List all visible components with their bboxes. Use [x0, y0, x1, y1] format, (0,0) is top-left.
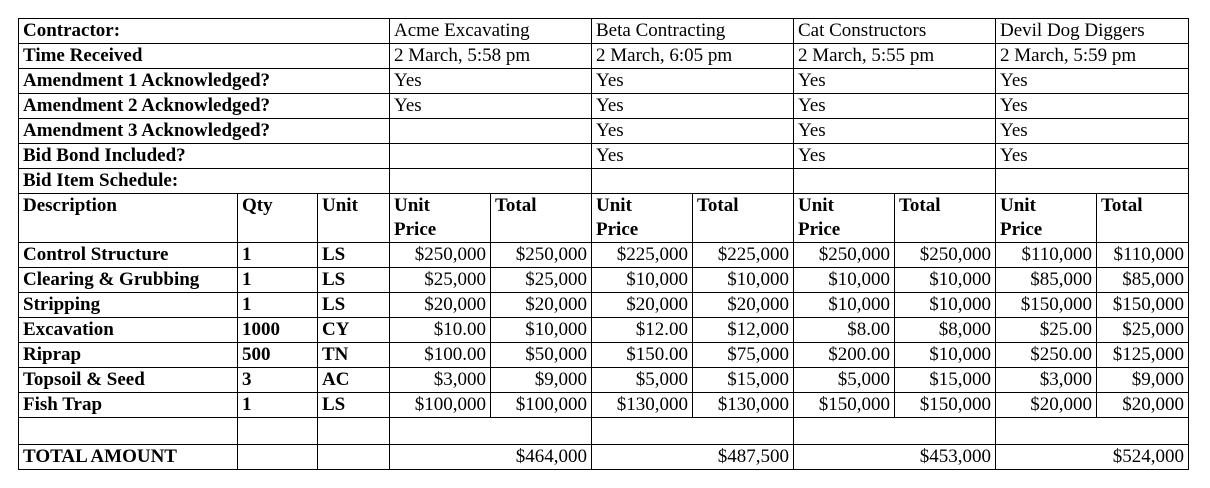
contractor-amend2: Yes: [390, 94, 592, 119]
grand-total: $453,000: [794, 445, 996, 470]
empty-cell: [318, 445, 390, 470]
item-total: $85,000: [1097, 268, 1189, 293]
item-qty: 1000: [238, 318, 318, 343]
contractor-bond: Yes: [794, 144, 996, 169]
unit-price: $225,000: [592, 243, 693, 268]
item-total: $125,000: [1097, 343, 1189, 368]
cell-line: Price: [596, 219, 639, 240]
contractor-amend1: Yes: [390, 69, 592, 94]
item-unit: AC: [318, 368, 390, 393]
unit-price: $100,000: [390, 393, 491, 418]
table-row: [19, 243, 1189, 268]
contractor-bond: Yes: [592, 144, 794, 169]
item-total: $9,000: [1097, 368, 1189, 393]
item-total: $100,000: [491, 393, 592, 418]
item-description: Control Structure: [19, 243, 238, 268]
item-total: $20,000: [1097, 393, 1189, 418]
empty-cell: [592, 169, 794, 194]
amendment-3-row: [19, 119, 1189, 144]
contractor-time: 2 March, 5:55 pm: [794, 44, 996, 69]
contractor-row: [19, 19, 1189, 44]
empty-cell: [390, 418, 592, 445]
item-total: $110,000: [1097, 243, 1189, 268]
item-qty: 1: [238, 268, 318, 293]
table-row: [19, 343, 1189, 368]
empty-cell: [996, 169, 1189, 194]
contractor-amend3: Yes: [794, 119, 996, 144]
header-description: Description: [19, 194, 238, 243]
unit-price: $12.00: [592, 318, 693, 343]
contractor-amend3: Yes: [592, 119, 794, 144]
unit-price: $20,000: [592, 293, 693, 318]
item-total: $150,000: [1097, 293, 1189, 318]
item-unit: LS: [318, 243, 390, 268]
contractor-name: Beta Contracting: [592, 19, 794, 44]
unit-price: $10,000: [794, 293, 895, 318]
item-total: $20,000: [693, 293, 794, 318]
item-total: $130,000: [693, 393, 794, 418]
contractor-amend2: Yes: [794, 94, 996, 119]
row-label: Bid Bond Included?: [19, 144, 390, 169]
header-total: Total: [693, 194, 794, 243]
unit-price: $250,000: [794, 243, 895, 268]
item-qty: 500: [238, 343, 318, 368]
empty-cell: [390, 169, 592, 194]
total-amount-row: [19, 445, 1189, 470]
contractor-name: Acme Excavating: [390, 19, 592, 44]
unit-price: $150,000: [794, 393, 895, 418]
unit-price: $85,000: [996, 268, 1097, 293]
bid-bond-row: [19, 144, 1189, 169]
cell-line: Price: [1000, 219, 1043, 240]
grand-total: $464,000: [390, 445, 592, 470]
item-total: $9,000: [491, 368, 592, 393]
empty-cell: [794, 169, 996, 194]
item-description: Stripping: [19, 293, 238, 318]
item-description: Fish Trap: [19, 393, 238, 418]
item-description: Excavation: [19, 318, 238, 343]
row-label: Time Received: [19, 44, 390, 69]
item-unit: TN: [318, 343, 390, 368]
contractor-time: 2 March, 5:59 pm: [996, 44, 1189, 69]
header-total: Total: [491, 194, 592, 243]
item-total: $250,000: [491, 243, 592, 268]
unit-price: $150.00: [592, 343, 693, 368]
table-row: [19, 368, 1189, 393]
contractor-amend1: Yes: [794, 69, 996, 94]
table-row: [19, 293, 1189, 318]
unit-price: $25.00: [996, 318, 1097, 343]
item-total: $15,000: [895, 368, 996, 393]
row-label: Amendment 1 Acknowledged?: [19, 69, 390, 94]
item-unit: LS: [318, 393, 390, 418]
item-total: $20,000: [491, 293, 592, 318]
row-label: Amendment 2 Acknowledged?: [19, 94, 390, 119]
contractor-bond: [390, 144, 592, 169]
contractor-name: Devil Dog Diggers: [996, 19, 1189, 44]
item-qty: 1: [238, 393, 318, 418]
item-total: $12,000: [693, 318, 794, 343]
item-total: $75,000: [693, 343, 794, 368]
empty-cell: [996, 418, 1189, 445]
contractor-time: 2 March, 5:58 pm: [390, 44, 592, 69]
header-total: Total: [895, 194, 996, 243]
item-unit: LS: [318, 268, 390, 293]
header-unit-price: [794, 194, 895, 243]
unit-price: $130,000: [592, 393, 693, 418]
unit-price: $150,000: [996, 293, 1097, 318]
table-row: [19, 268, 1189, 293]
contractor-amend3: Yes: [996, 119, 1189, 144]
empty-cell: [794, 418, 996, 445]
item-total: $8,000: [895, 318, 996, 343]
item-total: $10,000: [693, 268, 794, 293]
item-total: $25,000: [491, 268, 592, 293]
total-amount-label: TOTAL AMOUNT: [19, 445, 238, 470]
contractor-bond: Yes: [996, 144, 1189, 169]
unit-price: $20,000: [390, 293, 491, 318]
cell-line: Unit: [1000, 195, 1036, 216]
header-total: Total: [1097, 194, 1189, 243]
item-qty: 3: [238, 368, 318, 393]
empty-cell: [238, 418, 318, 445]
row-label: Contractor:: [19, 19, 390, 44]
contractor-amend1: Yes: [592, 69, 794, 94]
contractor-amend3: [390, 119, 592, 144]
item-unit: LS: [318, 293, 390, 318]
header-unit-price: [390, 194, 491, 243]
bid-table-body: [19, 19, 1189, 470]
item-description: Topsoil & Seed: [19, 368, 238, 393]
table-row: [19, 393, 1189, 418]
contractor-time: 2 March, 6:05 pm: [592, 44, 794, 69]
cell-line: Unit: [394, 195, 430, 216]
item-total: $10,000: [895, 293, 996, 318]
header-qty: Qty: [238, 194, 318, 243]
cell-line: Unit: [596, 195, 632, 216]
item-description: Clearing & Grubbing: [19, 268, 238, 293]
spacer-row: [19, 418, 1189, 445]
item-total: $50,000: [491, 343, 592, 368]
unit-price: $20,000: [996, 393, 1097, 418]
item-total: $250,000: [895, 243, 996, 268]
item-total: $225,000: [693, 243, 794, 268]
table-row: [19, 318, 1189, 343]
column-header-row: [19, 194, 1189, 243]
contractor-amend2: Yes: [996, 94, 1189, 119]
cell-line: Price: [798, 219, 841, 240]
cell-line: Unit: [798, 195, 834, 216]
unit-price: $250,000: [390, 243, 491, 268]
unit-price: $8.00: [794, 318, 895, 343]
unit-price: $5,000: [592, 368, 693, 393]
time-received-row: [19, 44, 1189, 69]
unit-price: $5,000: [794, 368, 895, 393]
item-qty: 1: [238, 293, 318, 318]
header-unit-price: [592, 194, 693, 243]
unit-price: $200.00: [794, 343, 895, 368]
unit-price: $10,000: [592, 268, 693, 293]
item-total: $25,000: [1097, 318, 1189, 343]
empty-cell: [19, 418, 238, 445]
item-total: $10,000: [491, 318, 592, 343]
grand-total: $487,500: [592, 445, 794, 470]
item-total: $10,000: [895, 268, 996, 293]
schedule-label: Bid Item Schedule:: [19, 169, 390, 194]
amendment-2-row: [19, 94, 1189, 119]
item-total: $150,000: [895, 393, 996, 418]
unit-price: $100.00: [390, 343, 491, 368]
header-unit-price: [996, 194, 1097, 243]
contractor-name: Cat Constructors: [794, 19, 996, 44]
cell-line: Price: [394, 219, 437, 240]
item-total: $15,000: [693, 368, 794, 393]
unit-price: $250.00: [996, 343, 1097, 368]
contractor-amend1: Yes: [996, 69, 1189, 94]
schedule-label-row: [19, 169, 1189, 194]
row-label: Amendment 3 Acknowledged?: [19, 119, 390, 144]
item-total: $10,000: [895, 343, 996, 368]
item-description: Riprap: [19, 343, 238, 368]
empty-cell: [238, 445, 318, 470]
empty-cell: [318, 418, 390, 445]
item-qty: 1: [238, 243, 318, 268]
grand-total: $524,000: [996, 445, 1189, 470]
unit-price: $10.00: [390, 318, 491, 343]
contractor-amend2: Yes: [592, 94, 794, 119]
unit-price: $10,000: [794, 268, 895, 293]
amendment-1-row: [19, 69, 1189, 94]
item-unit: CY: [318, 318, 390, 343]
unit-price: $110,000: [996, 243, 1097, 268]
empty-cell: [592, 418, 794, 445]
bid-tabulation-table: [18, 18, 1189, 470]
unit-price: $3,000: [996, 368, 1097, 393]
header-unit: Unit: [318, 194, 390, 243]
unit-price: $3,000: [390, 368, 491, 393]
unit-price: $25,000: [390, 268, 491, 293]
